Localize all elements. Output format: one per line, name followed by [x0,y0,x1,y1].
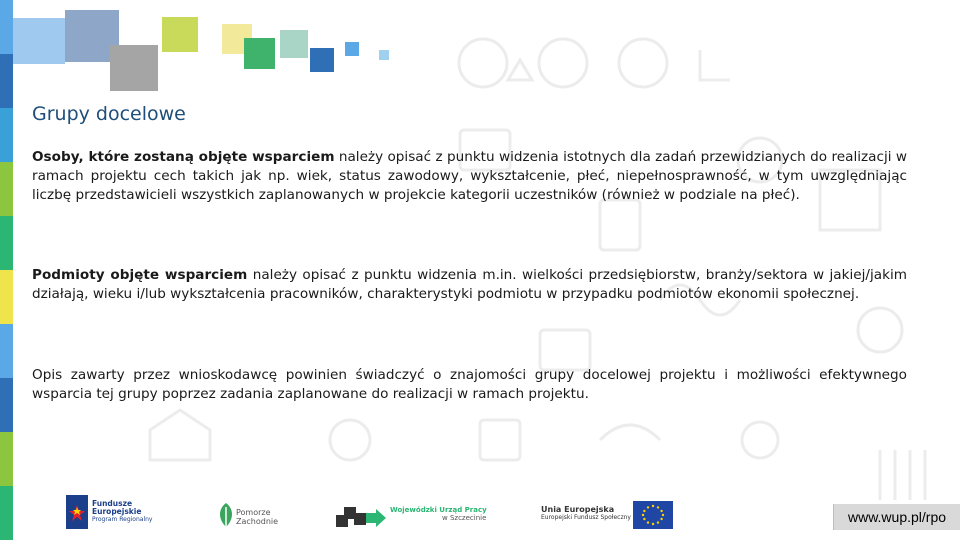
eu-logo-text: Unia Europejska Europejski Fundusz Społeczny [541,505,631,521]
wup-logo-text: Wojewódzki Urząd Pracy w Szczecinie [390,506,487,522]
paragraph-bold-lead: Osoby, które zostaną objęte wsparciem [32,149,335,165]
eu-flag-icon [633,501,673,533]
paragraph-bold-lead: Podmioty objęte wsparciem [32,267,248,283]
website-url[interactable]: www.wup.pl/rpo [833,504,960,530]
pomorze-logo-text: Pomorze Zachodnie [236,508,279,526]
paragraph-body: należy opisać z punktu widzenia istotnych dla zadań przewidzianych do realizacji w ramach projektu cech takich jak np. wiek, status zawodowy, wykształcenie, płeć, niepełnosprawność, w tym uwzględniając liczbę przedstawicieli wszystkich zaplanowanych w projekcie kategorii uczestników (również w podziale na płeć). [32,149,907,203]
paragraph-applicant-description: Opis zawarty przez wnioskodawcę powinien świadczyć o znajomości grupy docelowej projektu i możliwości efektywnego wsparcia tej grupy poprzez zadania zaplanowane do realizacji w ramach projektu. [32,367,907,402]
paragraph-body: należy opisać z punktu widzenia m.in. wielkości przedsiębiorstw, branży/sektora w jakiej/jakim działają, wieku i/lub wykształcenia pracowników, charakterystyki podmiotu w przypadku podmiotów ekonomii społecznej. [32,267,907,302]
paragraph-target-persons [32,148,907,205]
logo-bar [0,493,960,540]
eu-funds-star-icon [66,495,88,533]
eu-funds-logo-text: Fundusze Europejskie Program Regionalny [92,499,153,523]
paragraph-target-entities [32,266,907,304]
left-color-stripe [0,0,13,540]
wup-blocks-icon [336,501,386,533]
page-title: Grupy docelowe [32,103,186,125]
pomorze-leaf-icon [216,501,236,533]
